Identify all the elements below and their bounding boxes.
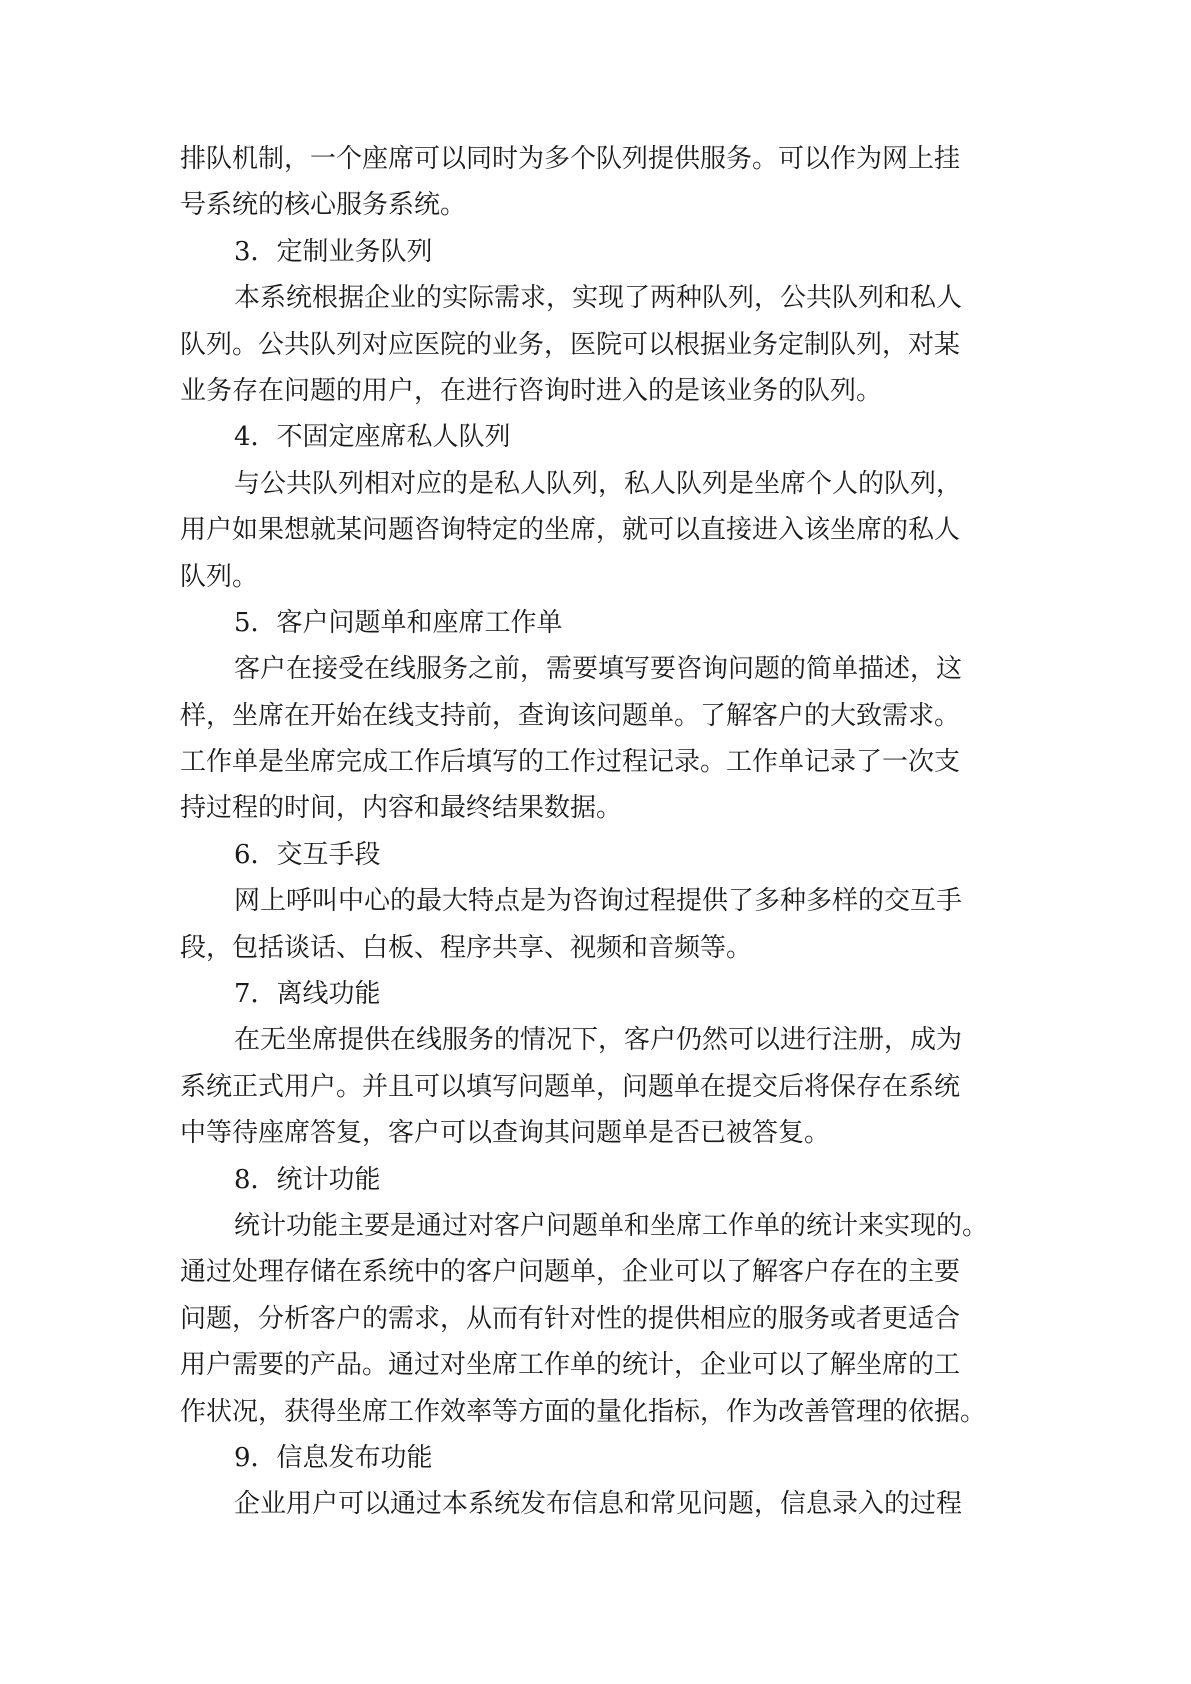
text-line: 系统正式用户。并且可以填写问题单，问题单在提交后将保存在系统 bbox=[180, 1071, 961, 1102]
text-line: 段，包括谈话、白板、程序共享、视频和音频等。 bbox=[180, 932, 753, 963]
text-line: 样，坐席在开始在线支持前，查询该问题单。了解客户的大致需求。 bbox=[180, 700, 961, 731]
text-line: 作状况，获得坐席工作效率等方面的量化指标，作为改善管理的依据。 bbox=[180, 1396, 987, 1427]
text-line: 客户在接受在线服务之前，需要填写要咨询问题的简单描述，这 bbox=[234, 654, 963, 685]
text-line: 持过程的时间，内容和最终结果数据。 bbox=[180, 793, 623, 824]
text-line: 业务存在问题的用户，在进行咨询时进入的是该业务的队列。 bbox=[180, 375, 883, 406]
section-heading: 3．定制业务队列 bbox=[234, 236, 433, 267]
section-heading: 5．客户问题单和座席工作单 bbox=[234, 607, 563, 638]
text-line: 队列。公共队列对应医院的业务，医院可以根据业务定制队列，对某 bbox=[180, 329, 961, 360]
text-line: 通过处理存储在系统中的客户问题单，企业可以了解客户存在的主要 bbox=[180, 1257, 961, 1288]
text-line: 企业用户可以通过本系统发布信息和常见问题，信息录入的过程 bbox=[234, 1489, 963, 1520]
text-line: 中等待座席答复，客户可以查询其问题单是否已被答复。 bbox=[180, 1118, 831, 1149]
section-heading: 4．不固定座席私人队列 bbox=[234, 422, 511, 453]
text-line: 网上呼叫中心的最大特点是为咨询过程提供了多种多样的交互手 bbox=[234, 886, 963, 917]
document-page bbox=[180, 136, 1020, 1528]
section-heading: 8．统计功能 bbox=[234, 1164, 381, 1195]
text-line: 用户如果想就某问题咨询特定的坐席，就可以直接进入该坐席的私人 bbox=[180, 515, 961, 546]
text-line: 与公共队列相对应的是私人队列，私人队列是坐席个人的队列， bbox=[234, 468, 963, 499]
text-line: 在无坐席提供在线服务的情况下，客户仍然可以进行注册，成为 bbox=[234, 1025, 963, 1056]
text-line: 号系统的核心服务系统。 bbox=[180, 190, 467, 221]
text-line: 问题，分析客户的需求，从而有针对性的提供相应的服务或者更适合 bbox=[180, 1303, 961, 1334]
text-line: 排队机制，一个座席可以同时为多个队列提供服务。可以作为网上挂 bbox=[180, 144, 961, 174]
text-line: 用户需要的产品。通过对坐席工作单的统计，企业可以了解坐席的工 bbox=[180, 1350, 961, 1381]
text-line: 工作单是坐席完成工作后填写的工作过程记录。工作单记录了一次支 bbox=[180, 747, 961, 778]
section-heading: 6．交互手段 bbox=[234, 839, 381, 870]
text-line: 队列。 bbox=[180, 561, 259, 592]
text-line: 统计功能主要是通过对客户问题单和坐席工作单的统计来实现的。 bbox=[234, 1210, 989, 1241]
section-heading: 9．信息发布功能 bbox=[234, 1442, 433, 1473]
section-heading: 7．离线功能 bbox=[234, 979, 381, 1010]
text-line: 本系统根据企业的实际需求，实现了两种队列，公共队列和私人 bbox=[234, 283, 963, 314]
